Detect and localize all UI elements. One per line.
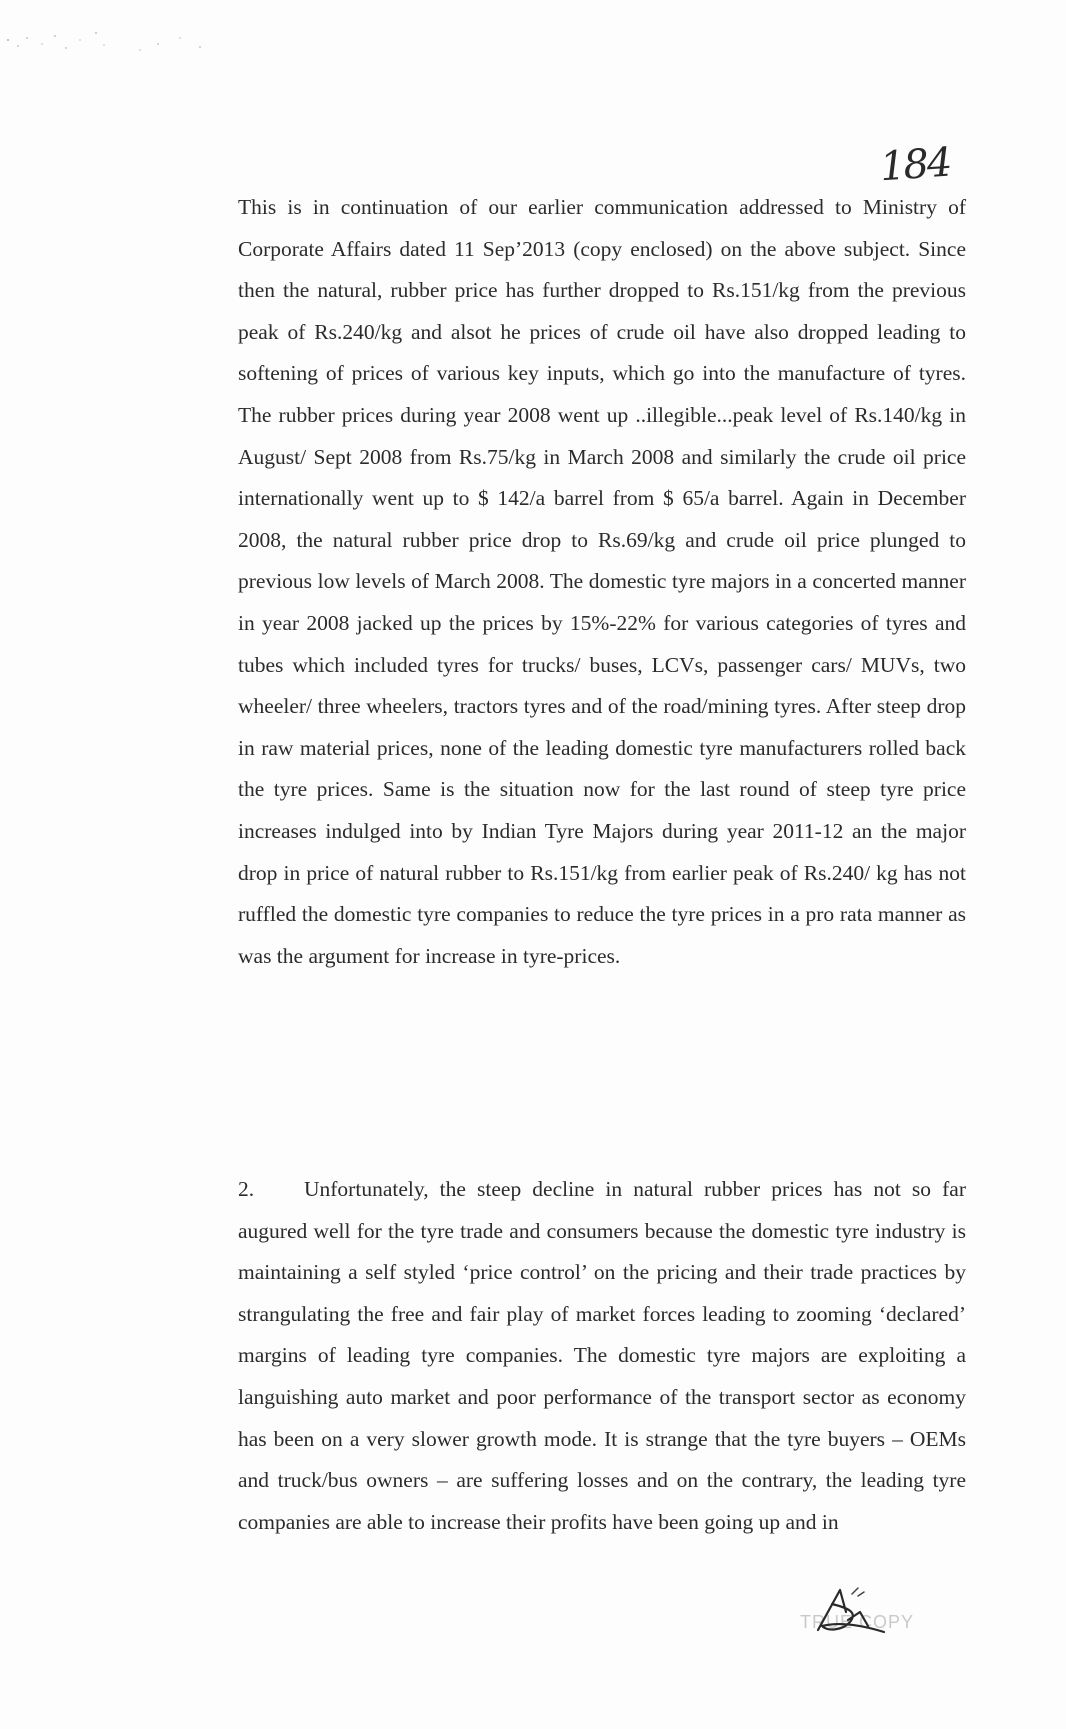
paragraph-2-number: 2. (238, 1177, 255, 1201)
signature-mark (788, 1582, 908, 1644)
handwritten-page-number: 184 (878, 139, 952, 191)
paragraph-1-text: This is in continuation of our earlier communication addressed to Ministry of Corporate Affairs dated 11 Sep’2013 (copy enclosed) on the above subject. Since then the natural, rubber price has further dropped to Rs.151/kg from the previous peak of Rs.240/kg and alsot he prices of crude oil have also dropped leading to softening of prices of various key inputs, which go into the manufacture of tyres. The rubber prices during year 2008 went up ..illegible...peak level of Rs.140/kg in August/ Sept 2008 from Rs.75/kg in March 2008 and similarly the crude oil price internationally went up to $ 142/a barrel from $ 65/a barrel. Again in December 2008, the natural rubber price drop to Rs.69/kg and crude oil price plunged to previous low levels of March 2008. The domestic tyre majors in a concerted manner in year 2008 jacked up the prices by 15%-22% for various categories of tyres and tubes which included tyres for trucks/ buses, LCVs, passenger cars/ MUVs, two wheeler/ three wheelers, tractors tyres and of the road/mining tyres. After steep drop in raw material prices, none of the leading domestic tyre manufacturers rolled back the tyre prices. Same is the situation now for the last round of steep tyre price increases indulged into by Indian Tyre Majors during year 2011-12 an the major drop in price of natural rubber to Rs.151/kg from earlier peak of Rs.240/ kg has not ruffled the domestic tyre companies to reduce the tyre prices in a pro rata manner as was the argument for increase in tyre-prices. (238, 195, 966, 968)
paragraph-2 (238, 1169, 966, 1543)
paragraph-2-text: Unfortunately, the steep decline in natural rubber prices has not so far augured well for the tyre trade and consumers because the domestic tyre industry is maintaining a self styled ‘price control’ on the pricing and their trade practices by strangulating the free and fair play of market forces leading to zooming ‘declared’ margins of leading tyre companies. The domestic tyre majors are exploiting a languishing auto market and poor performance of the transport sector as economy has been on a very slower growth mode. It is strange that the tyre buyers – OEMs and truck/bus owners – are suffering losses and on the contrary, the leading tyre companies are able to increase their profits have been going up and in (238, 1177, 966, 1534)
paragraph-continuation (238, 187, 966, 977)
true-copy-stamp: TRUE COPY (800, 1612, 915, 1632)
scan-speckle (0, 0, 220, 70)
